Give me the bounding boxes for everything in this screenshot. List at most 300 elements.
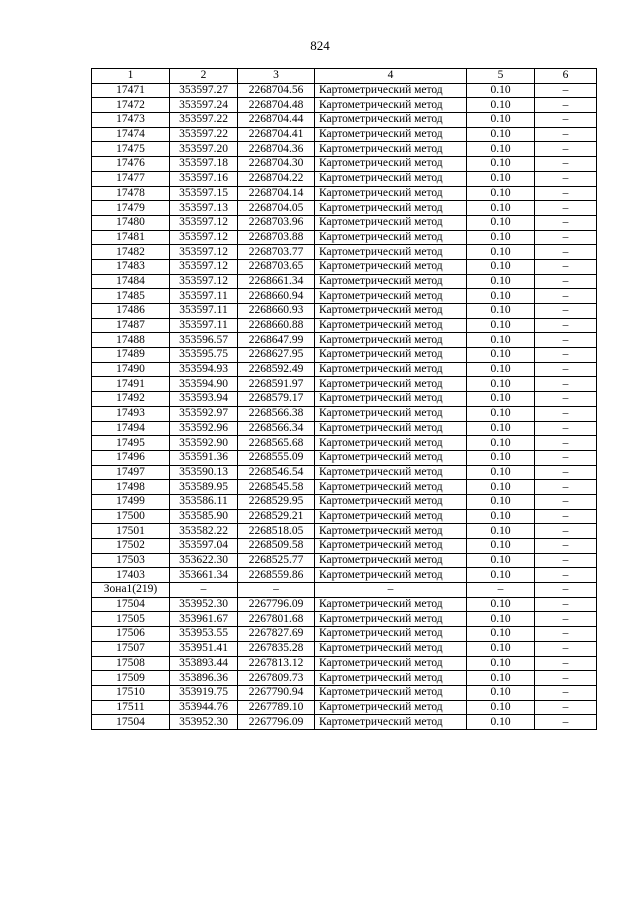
- x-coordinate-cell: 353597.12: [170, 230, 238, 245]
- table-row: [92, 245, 597, 260]
- point-number-cell: 17494: [92, 421, 170, 436]
- point-number-cell: 17503: [92, 553, 170, 568]
- y-coordinate-cell: 2268592.49: [238, 362, 315, 377]
- method-cell: Картометрический метод: [315, 289, 467, 304]
- y-coordinate-cell: 2268661.34: [238, 274, 315, 289]
- method-cell: Картометрический метод: [315, 465, 467, 480]
- table-row: [92, 465, 597, 480]
- y-coordinate-cell: 2267827.69: [238, 627, 315, 642]
- method-cell: Картометрический метод: [315, 685, 467, 700]
- description-cell: –: [535, 583, 597, 598]
- header-row: [92, 69, 597, 84]
- x-coordinate-cell: 353597.27: [170, 83, 238, 98]
- x-coordinate-cell: 353585.90: [170, 509, 238, 524]
- y-coordinate-cell: 2268529.21: [238, 509, 315, 524]
- method-cell: Картометрический метод: [315, 362, 467, 377]
- point-number-cell: 17472: [92, 98, 170, 113]
- table-row: [92, 201, 597, 216]
- point-number-cell: 17471: [92, 83, 170, 98]
- table-header: [92, 69, 597, 84]
- accuracy-cell: 0.10: [467, 539, 535, 554]
- table-row: [92, 641, 597, 656]
- y-coordinate-cell: 2268704.05: [238, 201, 315, 216]
- table-row: [92, 289, 597, 304]
- point-number-cell: 17510: [92, 685, 170, 700]
- x-coordinate-cell: 353595.75: [170, 348, 238, 363]
- y-coordinate-cell: 2267835.28: [238, 641, 315, 656]
- table-row: [92, 215, 597, 230]
- y-coordinate-cell: 2268704.44: [238, 113, 315, 128]
- point-number-cell: 17506: [92, 627, 170, 642]
- table-row: [92, 450, 597, 465]
- x-coordinate-cell: 353586.11: [170, 494, 238, 509]
- method-cell: Картометрический метод: [315, 700, 467, 715]
- point-number-cell: 17492: [92, 392, 170, 407]
- y-coordinate-cell: 2268703.77: [238, 245, 315, 260]
- y-coordinate-cell: 2268546.54: [238, 465, 315, 480]
- method-cell: Картометрический метод: [315, 348, 467, 363]
- method-cell: Картометрический метод: [315, 627, 467, 642]
- description-cell: –: [535, 259, 597, 274]
- description-cell: –: [535, 465, 597, 480]
- x-coordinate-cell: 353596.57: [170, 333, 238, 348]
- description-cell: –: [535, 245, 597, 260]
- table-row: [92, 612, 597, 627]
- description-cell: –: [535, 715, 597, 730]
- description-cell: –: [535, 553, 597, 568]
- column-header-2: 2: [170, 69, 238, 84]
- method-cell: Картометрический метод: [315, 83, 467, 98]
- method-cell: Картометрический метод: [315, 641, 467, 656]
- method-cell: Картометрический метод: [315, 127, 467, 142]
- table-row: [92, 377, 597, 392]
- accuracy-cell: 0.10: [467, 450, 535, 465]
- y-coordinate-cell: 2268518.05: [238, 524, 315, 539]
- y-coordinate-cell: 2267796.09: [238, 715, 315, 730]
- point-number-cell: 17495: [92, 436, 170, 451]
- method-cell: Картометрический метод: [315, 553, 467, 568]
- accuracy-cell: 0.10: [467, 436, 535, 451]
- x-coordinate-cell: 353961.67: [170, 612, 238, 627]
- x-coordinate-cell: 353597.18: [170, 157, 238, 172]
- method-cell: Картометрический метод: [315, 671, 467, 686]
- point-number-cell: 17501: [92, 524, 170, 539]
- description-cell: –: [535, 171, 597, 186]
- y-coordinate-cell: 2268647.99: [238, 333, 315, 348]
- accuracy-cell: 0.10: [467, 259, 535, 274]
- accuracy-cell: 0.10: [467, 392, 535, 407]
- y-coordinate-cell: 2268704.36: [238, 142, 315, 157]
- accuracy-cell: 0.10: [467, 480, 535, 495]
- x-coordinate-cell: 353592.96: [170, 421, 238, 436]
- x-coordinate-cell: 353597.15: [170, 186, 238, 201]
- table-row: [92, 715, 597, 730]
- y-coordinate-cell: 2268704.48: [238, 98, 315, 113]
- accuracy-cell: 0.10: [467, 700, 535, 715]
- method-cell: Картометрический метод: [315, 436, 467, 451]
- x-coordinate-cell: 353597.16: [170, 171, 238, 186]
- x-coordinate-cell: 353589.95: [170, 480, 238, 495]
- y-coordinate-cell: 2267790.94: [238, 685, 315, 700]
- accuracy-cell: 0.10: [467, 142, 535, 157]
- description-cell: –: [535, 304, 597, 319]
- accuracy-cell: 0.10: [467, 348, 535, 363]
- point-number-cell: 17489: [92, 348, 170, 363]
- y-coordinate-cell: 2268555.09: [238, 450, 315, 465]
- description-cell: –: [535, 627, 597, 642]
- method-cell: Картометрический метод: [315, 509, 467, 524]
- description-cell: –: [535, 436, 597, 451]
- table-row: [92, 142, 597, 157]
- description-cell: –: [535, 98, 597, 113]
- y-coordinate-cell: 2268660.88: [238, 318, 315, 333]
- table-row: [92, 333, 597, 348]
- column-header-3: 3: [238, 69, 315, 84]
- table-row: [92, 186, 597, 201]
- accuracy-cell: 0.10: [467, 641, 535, 656]
- point-number-cell: 17486: [92, 304, 170, 319]
- method-cell: Картометрический метод: [315, 186, 467, 201]
- description-cell: –: [535, 656, 597, 671]
- x-coordinate-cell: 353622.30: [170, 553, 238, 568]
- accuracy-cell: 0.10: [467, 230, 535, 245]
- description-cell: –: [535, 539, 597, 554]
- x-coordinate-cell: 353597.22: [170, 113, 238, 128]
- point-number-cell: 17499: [92, 494, 170, 509]
- method-cell: Картометрический метод: [315, 480, 467, 495]
- method-cell: Картометрический метод: [315, 215, 467, 230]
- table-row: [92, 259, 597, 274]
- accuracy-cell: 0.10: [467, 524, 535, 539]
- table-row: [92, 171, 597, 186]
- x-coordinate-cell: 353597.11: [170, 318, 238, 333]
- description-cell: –: [535, 392, 597, 407]
- point-number-cell: 17496: [92, 450, 170, 465]
- y-coordinate-cell: 2268703.88: [238, 230, 315, 245]
- y-coordinate-cell: 2268509.58: [238, 539, 315, 554]
- x-coordinate-cell: 353919.75: [170, 685, 238, 700]
- y-coordinate-cell: 2267796.09: [238, 597, 315, 612]
- point-number-cell: 17479: [92, 201, 170, 216]
- accuracy-cell: 0.10: [467, 83, 535, 98]
- description-cell: –: [535, 142, 597, 157]
- point-number-cell: 17488: [92, 333, 170, 348]
- y-coordinate-cell: 2267801.68: [238, 612, 315, 627]
- point-number-cell: 17491: [92, 377, 170, 392]
- description-cell: –: [535, 83, 597, 98]
- page-number: 824: [310, 38, 330, 53]
- table-row: [92, 421, 597, 436]
- point-number-cell: 17504: [92, 597, 170, 612]
- x-coordinate-cell: 353597.22: [170, 127, 238, 142]
- y-coordinate-cell: 2268566.34: [238, 421, 315, 436]
- x-coordinate-cell: 353597.12: [170, 274, 238, 289]
- description-cell: –: [535, 289, 597, 304]
- x-coordinate-cell: 353592.97: [170, 406, 238, 421]
- y-coordinate-cell: 2268704.30: [238, 157, 315, 172]
- description-cell: –: [535, 230, 597, 245]
- method-cell: Картометрический метод: [315, 113, 467, 128]
- accuracy-cell: 0.10: [467, 465, 535, 480]
- y-coordinate-cell: 2267809.73: [238, 671, 315, 686]
- accuracy-cell: 0.10: [467, 127, 535, 142]
- y-coordinate-cell: –: [238, 583, 315, 598]
- table-row: [92, 656, 597, 671]
- accuracy-cell: 0.10: [467, 245, 535, 260]
- point-number-cell: 17481: [92, 230, 170, 245]
- x-coordinate-cell: 353582.22: [170, 524, 238, 539]
- description-cell: –: [535, 612, 597, 627]
- method-cell: Картометрический метод: [315, 568, 467, 583]
- x-coordinate-cell: 353593.94: [170, 392, 238, 407]
- accuracy-cell: 0.10: [467, 627, 535, 642]
- y-coordinate-cell: 2268591.97: [238, 377, 315, 392]
- accuracy-cell: 0.10: [467, 186, 535, 201]
- description-cell: –: [535, 362, 597, 377]
- description-cell: –: [535, 509, 597, 524]
- method-cell: Картометрический метод: [315, 98, 467, 113]
- description-cell: –: [535, 201, 597, 216]
- accuracy-cell: 0.10: [467, 157, 535, 172]
- description-cell: –: [535, 186, 597, 201]
- y-coordinate-cell: 2268525.77: [238, 553, 315, 568]
- method-cell: Картометрический метод: [315, 406, 467, 421]
- point-number-cell: 17497: [92, 465, 170, 480]
- x-coordinate-cell: 353597.12: [170, 245, 238, 260]
- table-row: [92, 362, 597, 377]
- description-cell: –: [535, 450, 597, 465]
- method-cell: Картометрический метод: [315, 230, 467, 245]
- table-row: [92, 671, 597, 686]
- accuracy-cell: 0.10: [467, 98, 535, 113]
- method-cell: Картометрический метод: [315, 304, 467, 319]
- table-row: [92, 406, 597, 421]
- description-cell: –: [535, 406, 597, 421]
- method-cell: Картометрический метод: [315, 333, 467, 348]
- description-cell: –: [535, 274, 597, 289]
- method-cell: Картометрический метод: [315, 539, 467, 554]
- accuracy-cell: 0.10: [467, 421, 535, 436]
- y-coordinate-cell: 2268545.58: [238, 480, 315, 495]
- method-cell: Картометрический метод: [315, 171, 467, 186]
- description-cell: –: [535, 685, 597, 700]
- x-coordinate-cell: 353952.30: [170, 597, 238, 612]
- table-row: [92, 480, 597, 495]
- point-number-cell: 17509: [92, 671, 170, 686]
- x-coordinate-cell: 353661.34: [170, 568, 238, 583]
- method-cell: Картометрический метод: [315, 494, 467, 509]
- point-number-cell: 17474: [92, 127, 170, 142]
- description-cell: –: [535, 348, 597, 363]
- table-row: [92, 113, 597, 128]
- column-header-1: 1: [92, 69, 170, 84]
- table-row: [92, 539, 597, 554]
- table-row: [92, 685, 597, 700]
- y-coordinate-cell: 2268703.65: [238, 259, 315, 274]
- point-number-cell: 17502: [92, 539, 170, 554]
- x-coordinate-cell: 353594.90: [170, 377, 238, 392]
- y-coordinate-cell: 2268704.41: [238, 127, 315, 142]
- y-coordinate-cell: 2268704.56: [238, 83, 315, 98]
- point-number-cell: 17505: [92, 612, 170, 627]
- description-cell: –: [535, 568, 597, 583]
- x-coordinate-cell: 353953.55: [170, 627, 238, 642]
- table-row: [92, 436, 597, 451]
- accuracy-cell: 0.10: [467, 333, 535, 348]
- coordinates-table: [91, 68, 597, 730]
- description-cell: –: [535, 377, 597, 392]
- accuracy-cell: 0.10: [467, 509, 535, 524]
- point-number-cell: 17477: [92, 171, 170, 186]
- point-number-cell: 17473: [92, 113, 170, 128]
- method-cell: Картометрический метод: [315, 318, 467, 333]
- x-coordinate-cell: 353944.76: [170, 700, 238, 715]
- point-number-cell: 17482: [92, 245, 170, 260]
- x-coordinate-cell: 353597.12: [170, 259, 238, 274]
- y-coordinate-cell: 2268559.86: [238, 568, 315, 583]
- y-coordinate-cell: 2268566.38: [238, 406, 315, 421]
- x-coordinate-cell: 353951.41: [170, 641, 238, 656]
- point-number-cell: 17478: [92, 186, 170, 201]
- method-cell: Картометрический метод: [315, 245, 467, 260]
- method-cell: Картометрический метод: [315, 450, 467, 465]
- y-coordinate-cell: 2268704.22: [238, 171, 315, 186]
- y-coordinate-cell: 2268703.96: [238, 215, 315, 230]
- x-coordinate-cell: 353896.36: [170, 671, 238, 686]
- point-number-cell: Зона1(219): [92, 583, 170, 598]
- x-coordinate-cell: 353597.11: [170, 304, 238, 319]
- table-row: [92, 553, 597, 568]
- method-cell: Картометрический метод: [315, 377, 467, 392]
- table-row: [92, 274, 597, 289]
- method-cell: Картометрический метод: [315, 274, 467, 289]
- table-row: [92, 509, 597, 524]
- point-number-cell: 17480: [92, 215, 170, 230]
- y-coordinate-cell: 2268704.14: [238, 186, 315, 201]
- table-row: [92, 627, 597, 642]
- x-coordinate-cell: 353594.93: [170, 362, 238, 377]
- point-number-cell: 17507: [92, 641, 170, 656]
- accuracy-cell: 0.10: [467, 553, 535, 568]
- column-header-5: 5: [467, 69, 535, 84]
- table-row: [92, 157, 597, 172]
- description-cell: –: [535, 318, 597, 333]
- description-cell: –: [535, 215, 597, 230]
- point-number-cell: 17498: [92, 480, 170, 495]
- accuracy-cell: 0.10: [467, 715, 535, 730]
- y-coordinate-cell: 2268565.68: [238, 436, 315, 451]
- accuracy-cell: 0.10: [467, 406, 535, 421]
- point-number-cell: 17508: [92, 656, 170, 671]
- accuracy-cell: –: [467, 583, 535, 598]
- x-coordinate-cell: 353952.30: [170, 715, 238, 730]
- x-coordinate-cell: 353591.36: [170, 450, 238, 465]
- point-number-cell: 17500: [92, 509, 170, 524]
- table-row: [92, 494, 597, 509]
- description-cell: –: [535, 421, 597, 436]
- method-cell: Картометрический метод: [315, 142, 467, 157]
- accuracy-cell: 0.10: [467, 171, 535, 186]
- accuracy-cell: 0.10: [467, 215, 535, 230]
- description-cell: –: [535, 113, 597, 128]
- table-row: [92, 98, 597, 113]
- table-row: [92, 568, 597, 583]
- y-coordinate-cell: 2268660.93: [238, 304, 315, 319]
- table-row: [92, 583, 597, 598]
- x-coordinate-cell: 353597.04: [170, 539, 238, 554]
- y-coordinate-cell: 2267789.10: [238, 700, 315, 715]
- x-coordinate-cell: 353597.11: [170, 289, 238, 304]
- method-cell: Картометрический метод: [315, 201, 467, 216]
- x-coordinate-cell: 353592.90: [170, 436, 238, 451]
- point-number-cell: 17485: [92, 289, 170, 304]
- y-coordinate-cell: 2268579.17: [238, 392, 315, 407]
- method-cell: –: [315, 583, 467, 598]
- x-coordinate-cell: 353597.13: [170, 201, 238, 216]
- point-number-cell: 17511: [92, 700, 170, 715]
- method-cell: Картометрический метод: [315, 392, 467, 407]
- x-coordinate-cell: –: [170, 583, 238, 598]
- x-coordinate-cell: 353597.20: [170, 142, 238, 157]
- x-coordinate-cell: 353597.24: [170, 98, 238, 113]
- accuracy-cell: 0.10: [467, 612, 535, 627]
- method-cell: Картометрический метод: [315, 597, 467, 612]
- point-number-cell: 17487: [92, 318, 170, 333]
- accuracy-cell: 0.10: [467, 289, 535, 304]
- description-cell: –: [535, 333, 597, 348]
- accuracy-cell: 0.10: [467, 318, 535, 333]
- y-coordinate-cell: 2268627.95: [238, 348, 315, 363]
- point-number-cell: 17504: [92, 715, 170, 730]
- x-coordinate-cell: 353590.13: [170, 465, 238, 480]
- table-row: [92, 348, 597, 363]
- method-cell: Картометрический метод: [315, 524, 467, 539]
- description-cell: –: [535, 480, 597, 495]
- accuracy-cell: 0.10: [467, 304, 535, 319]
- table-row: [92, 83, 597, 98]
- accuracy-cell: 0.10: [467, 568, 535, 583]
- accuracy-cell: 0.10: [467, 113, 535, 128]
- accuracy-cell: 0.10: [467, 274, 535, 289]
- method-cell: Картометрический метод: [315, 259, 467, 274]
- accuracy-cell: 0.10: [467, 597, 535, 612]
- description-cell: –: [535, 127, 597, 142]
- table-row: [92, 597, 597, 612]
- column-header-6: 6: [535, 69, 597, 84]
- description-cell: –: [535, 700, 597, 715]
- method-cell: Картометрический метод: [315, 612, 467, 627]
- description-cell: –: [535, 641, 597, 656]
- description-cell: –: [535, 597, 597, 612]
- method-cell: Картометрический метод: [315, 157, 467, 172]
- accuracy-cell: 0.10: [467, 671, 535, 686]
- table-row: [92, 524, 597, 539]
- accuracy-cell: 0.10: [467, 685, 535, 700]
- table-body: [92, 83, 597, 729]
- y-coordinate-cell: 2267813.12: [238, 656, 315, 671]
- point-number-cell: 17476: [92, 157, 170, 172]
- point-number-cell: 17475: [92, 142, 170, 157]
- table-row: [92, 127, 597, 142]
- table-row: [92, 392, 597, 407]
- point-number-cell: 17484: [92, 274, 170, 289]
- table-row: [92, 700, 597, 715]
- table-row: [92, 304, 597, 319]
- column-header-4: 4: [315, 69, 467, 84]
- point-number-cell: 17403: [92, 568, 170, 583]
- description-cell: –: [535, 494, 597, 509]
- method-cell: Картометрический метод: [315, 421, 467, 436]
